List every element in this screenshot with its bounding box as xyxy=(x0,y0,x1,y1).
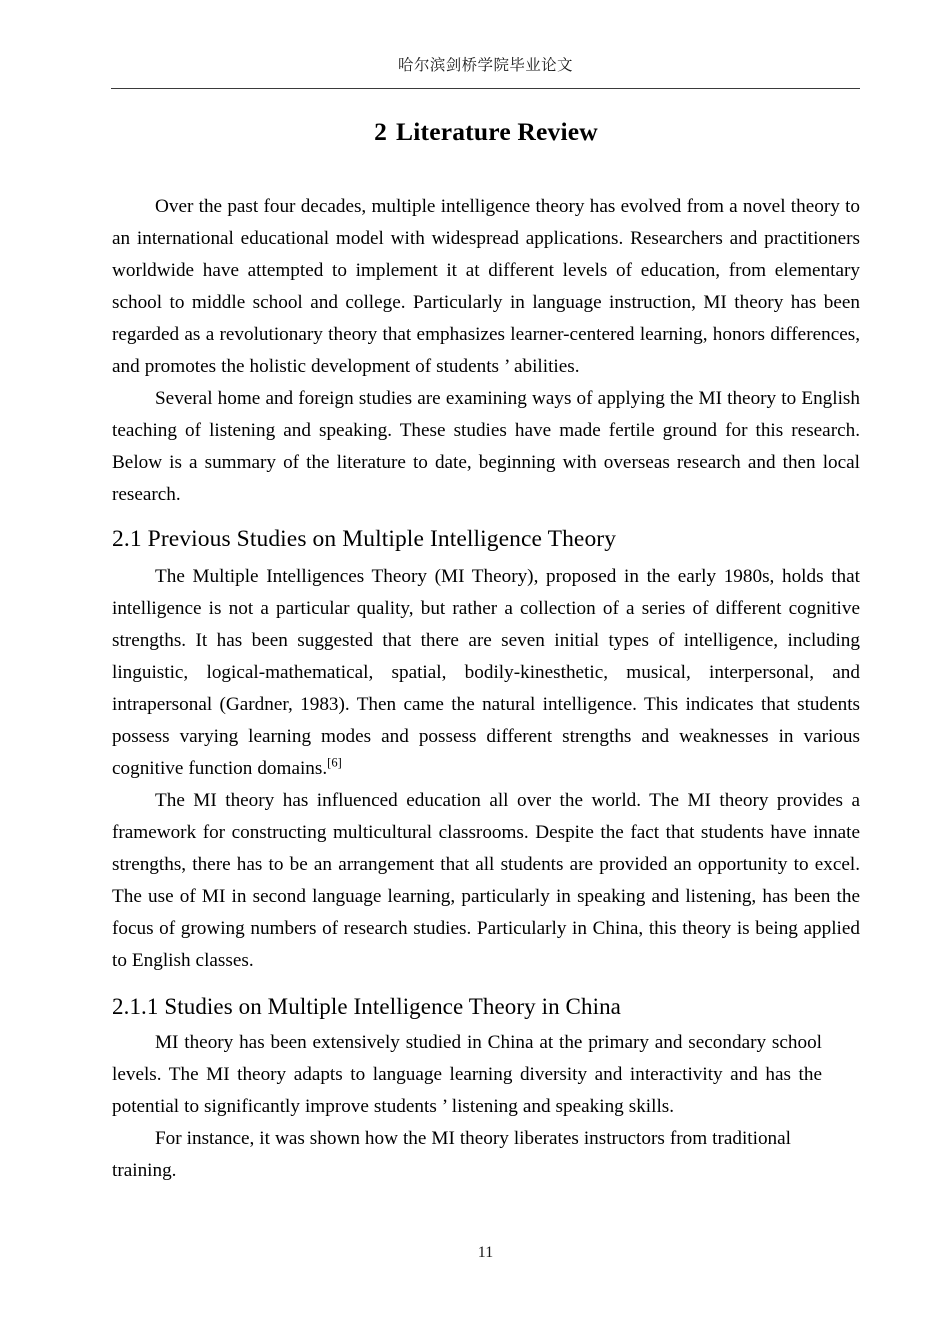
section-heading-2-1-1: 2.1.1 Studies on Multiple Intelligence Theory in China xyxy=(112,994,621,1019)
chapter-title-text: Literature Review xyxy=(396,117,598,146)
page-number: 11 xyxy=(477,1244,494,1261)
paragraph-mi-theory-definition-text: The Multiple Intelligences Theory (MI Theory), proposed in the early 1980s, holds that intelligence is not a particular quality, but rather a collection of a series of different cognitive strengths. It has been suggested that there are seven initial types of intelligence, including linguistic, logical-mathematical, spatial, bodily-kinesthetic, musical, interpersonal, and intrapersonal (Gardner, 1983). Then came the natural intelligence. This indicates that students possess varying learning modes and possess different strengths and weaknesses in various cognitive function domains. xyxy=(112,566,860,779)
running-header-text: 哈尔滨剑桥学院毕业论文 xyxy=(398,57,573,74)
paragraph-china-studies: MI theory has been extensively studied in China at the primary and secondary school levels. The MI theory adapts to language learning diversity and interactivity and has the potential to significantly improve students ’ listening and speaking skills. xyxy=(112,1032,822,1117)
paragraph-intro-scope: Several home and foreign studies are examining ways of applying the MI theory to English teaching of listening and speaking. These studies have made fertile ground for this research. Below is a summary of the literature to date, beginning with overseas research and then local research. xyxy=(112,388,860,505)
page-content xyxy=(112,104,860,1187)
paragraph-instance-example: For instance, it was shown how the MI theory liberates instructors from traditional training. xyxy=(112,1128,791,1181)
paragraph-mi-theory-influence: The MI theory has influenced education all over the world. The MI theory provides a framework for constructing multicultural classrooms. Despite the fact that students have innate strengths, there has to be an arrangement that all students are provided an opportunity to excel. The use of MI in second language learning, particularly in speaking and listening, has been the focus of growing numbers of research studies. Particularly in China, this theory is being applied to English classes. xyxy=(112,790,860,971)
paragraph-mi-theory-definition xyxy=(112,561,860,785)
section-heading-2-1: 2.1 Previous Studies on Multiple Intelligence Theory xyxy=(112,526,617,552)
running-header xyxy=(111,56,860,76)
chapter-number: 2 xyxy=(374,117,388,146)
citation-marker: [6] xyxy=(327,755,342,770)
paragraph-intro-overview: Over the past four decades, multiple intelligence theory has evolved from a novel theory to an international educational model with widespread applications. Researchers and practitioners worldwide have attempted to implement it at different levels of education, from elementary school to middle school and college. Particularly in language instruction, MI theory has been regarded as a revolutionary theory that emphasizes learner-centered learning, honors differences, and promotes the holistic development of students ’ abilities. xyxy=(112,196,860,377)
page-footer xyxy=(111,1243,860,1263)
chapter-title xyxy=(112,115,860,149)
header-divider-rule xyxy=(111,88,860,89)
